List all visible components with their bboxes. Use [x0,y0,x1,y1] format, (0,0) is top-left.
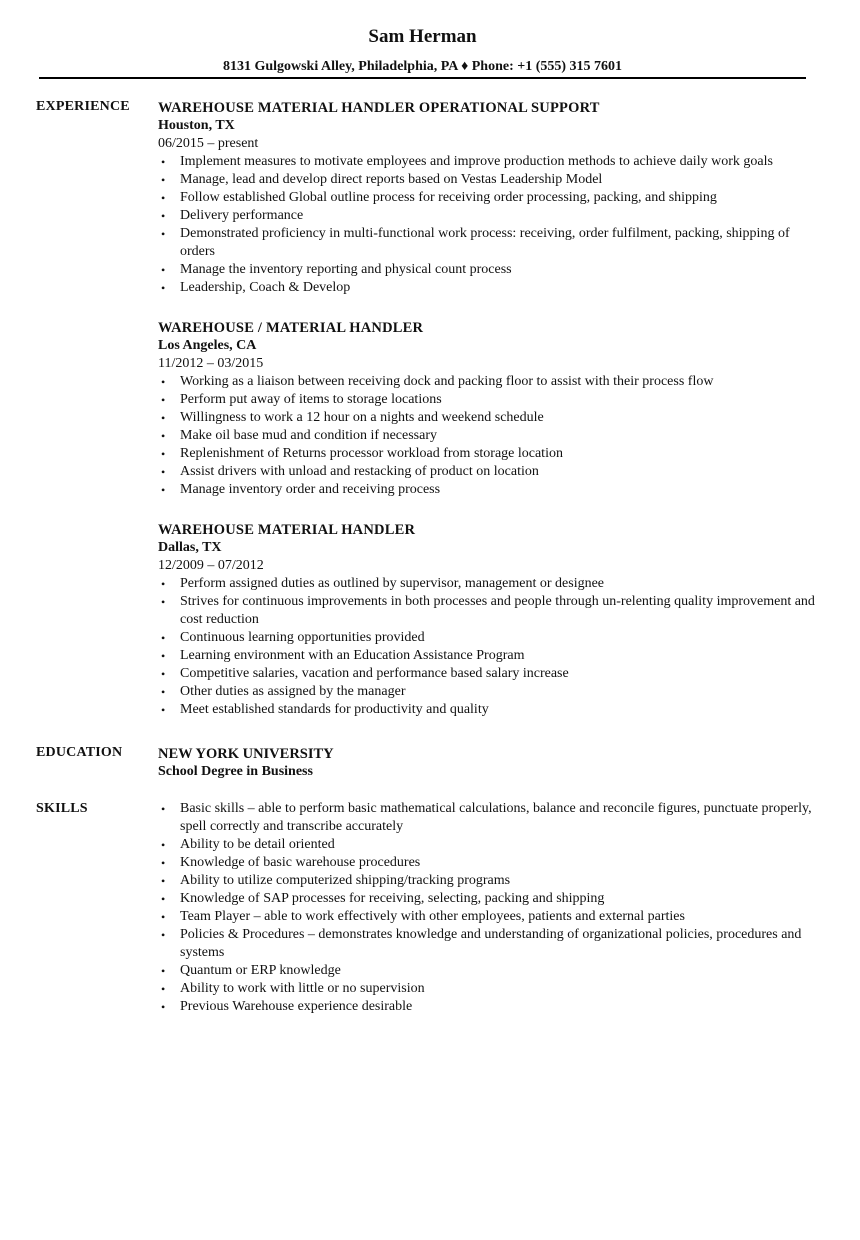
list-item: • Quantum or ERP knowledge [158,962,818,980]
header-divider [39,77,806,79]
list-item: • Make oil base mud and condition if necessary [158,427,818,445]
job-title: WAREHOUSE / MATERIAL HANDLER [158,320,424,336]
job-entry [158,518,818,719]
list-item: • Policies & Procedures – demonstrates knowledge and understanding of organizational policies, procedures and systems [158,926,818,962]
list-item: • Ability to be detail oriented [158,836,818,854]
list-item: • Delivery performance [158,207,818,225]
list-item: • Ability to work with little or no supervision [158,980,818,998]
list-item: • Manage the inventory reporting and physical count process [158,261,818,279]
list-item: • Learning environment with an Education Assistance Program [158,647,818,665]
skills-list [158,800,818,1016]
skills-list-block [158,800,818,1016]
job-bullets [158,153,818,297]
job-bullets [158,373,818,499]
contact-line: 8131 Gulgowski Alley, Philadelphia, PA ♦ Phone: +1 (555) 315 7601 [222,59,623,74]
list-item: • Assist drivers with unload and restacking of product on location [158,463,818,481]
job-location: Dallas, TX [158,540,222,555]
list-item: • Implement measures to motivate employees and improve production methods to achieve daily work goals [158,153,818,171]
job-dates: 11/2012 – 03/2015 [158,356,264,371]
list-item: • Manage inventory order and receiving process [158,481,818,499]
list-item: • Manage, lead and develop direct reports based on Vestas Leadership Model [158,171,818,189]
list-item: • Ability to utilize computerized shipping/tracking programs [158,872,818,890]
list-item: • Continuous learning opportunities provided [158,629,818,647]
job-bullets [158,575,818,719]
list-item: • Follow established Global outline process for receiving order processing, packing, and shipping [158,189,818,207]
list-item: • Willingness to work a 12 hour on a nights and weekend schedule [158,409,818,427]
section-label-experience: EXPERIENCE [36,99,130,114]
list-item: • Competitive salaries, vacation and performance based salary increase [158,665,818,683]
list-item: • Working as a liaison between receiving dock and packing floor to assist with their process flow [158,373,818,391]
list-item: • Strives for continuous improvements in both processes and people through un-relenting quality improvement and cost reduction [158,593,818,629]
list-item: • Previous Warehouse experience desirable [158,998,818,1016]
job-location: Houston, TX [158,118,235,133]
list-item: • Replenishment of Returns processor workload from storage location [158,445,818,463]
list-item: • Knowledge of SAP processes for receiving, selecting, packing and shipping [158,890,818,908]
list-item: • Perform put away of items to storage locations [158,391,818,409]
list-item: • Demonstrated proficiency in multi-functional work process: receiving, order fulfilment, packing, shipping of orders [158,225,818,261]
degree: School Degree in Business [158,764,313,779]
list-item: • Meet established standards for productivity and quality [158,701,818,719]
job-title: WAREHOUSE MATERIAL HANDLER OPERATIONAL SUPPORT [158,100,600,116]
list-item: • Knowledge of basic warehouse procedures [158,854,818,872]
job-location: Los Angeles, CA [158,338,257,353]
education-entry [158,742,818,781]
job-entry [158,96,818,297]
job-dates: 12/2009 – 07/2012 [158,558,264,573]
list-item: • Perform assigned duties as outlined by supervisor, management or designee [158,575,818,593]
job-dates: 06/2015 – present [158,136,259,151]
list-item: • Basic skills – able to perform basic mathematical calculations, balance and reconcile figures, punctuate properly, spell correctly and transcribe accurately [158,800,818,836]
list-item: • Other duties as assigned by the manager [158,683,818,701]
section-label-education: EDUCATION [36,745,123,760]
list-item: • Team Player – able to work effectively with other employees, patients and external parties [158,908,818,926]
job-title: WAREHOUSE MATERIAL HANDLER [158,522,416,538]
section-label-skills: SKILLS [36,801,88,816]
school-name: NEW YORK UNIVERSITY [158,746,334,762]
candidate-name: Sam Herman [368,26,477,47]
job-entry [158,316,818,499]
list-item: • Leadership, Coach & Develop [158,279,818,297]
